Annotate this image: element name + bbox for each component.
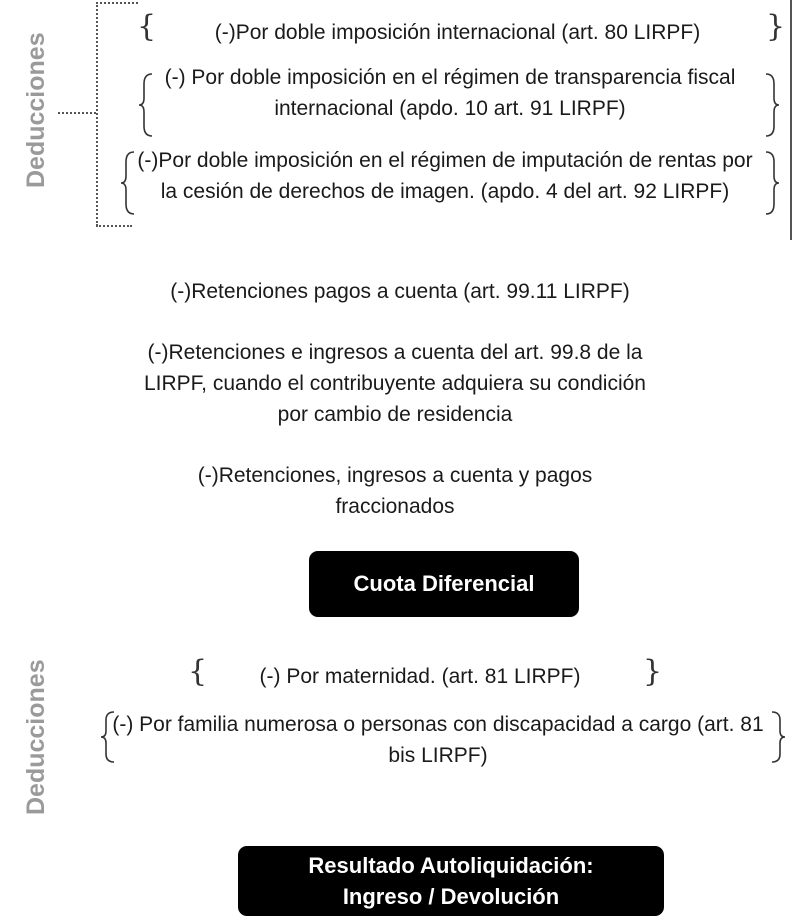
left-brace-icon: { xyxy=(188,654,208,689)
deduction-item-3: (-)Por doble imposición en el régimen de imputación de rentas por la cesión de derechos de imagen. (apdo. 4 del art. 92 LIRPF) xyxy=(137,149,753,203)
deduction-item-1: (-)Por doble imposición internacional (art. 80 LIRPF) xyxy=(214,21,701,44)
retencion-item-2: (-)Retenciones e ingresos a cuenta del art. 99.8 de la LIRPF, cuando el contribuyente adquiera su condición por cambio de residencia xyxy=(144,341,646,426)
resultado-line-1: Resultado Autoliquidación: xyxy=(308,853,594,878)
connector-top xyxy=(96,2,138,4)
retencion-item-1: (-)Retenciones pagos a cuenta (art. 99.11 LIRPF) xyxy=(170,280,630,303)
large-family-deduction: (-) Por familia numerosa o personas con discapacidad a cargo (art. 81 bis LIRPF) xyxy=(112,713,764,767)
deduction-item-2: (-) Por doble imposición en el régimen de transparencia fiscal internacional (apdo. 10 art. 91 LIRPF) xyxy=(164,66,736,120)
resultado-line-2: Ingreso / Devolución xyxy=(342,884,560,909)
connector-bottom xyxy=(96,225,132,227)
maternity-deduction: (-) Por maternidad. (art. 81 LIRPF) xyxy=(259,665,581,688)
section1-right-border xyxy=(790,0,792,240)
section1-vertical-label: Deducciones xyxy=(22,32,50,188)
section2-vertical-label: Deducciones xyxy=(22,659,50,815)
right-brace-icon: } xyxy=(766,9,786,44)
cuota-diferencial-box: Cuota Diferencial xyxy=(309,551,579,617)
connector-vertical xyxy=(96,2,98,226)
retencion-item-3: (-)Retenciones, ingresos a cuenta y pagos fraccionados xyxy=(197,464,593,518)
right-brace-icon xyxy=(764,72,780,138)
connector-middle xyxy=(58,112,96,114)
left-brace-icon: { xyxy=(137,9,157,44)
resultado-box xyxy=(238,846,664,916)
right-brace-icon xyxy=(764,150,780,216)
right-brace-icon xyxy=(770,710,786,764)
right-brace-icon: } xyxy=(643,654,663,689)
